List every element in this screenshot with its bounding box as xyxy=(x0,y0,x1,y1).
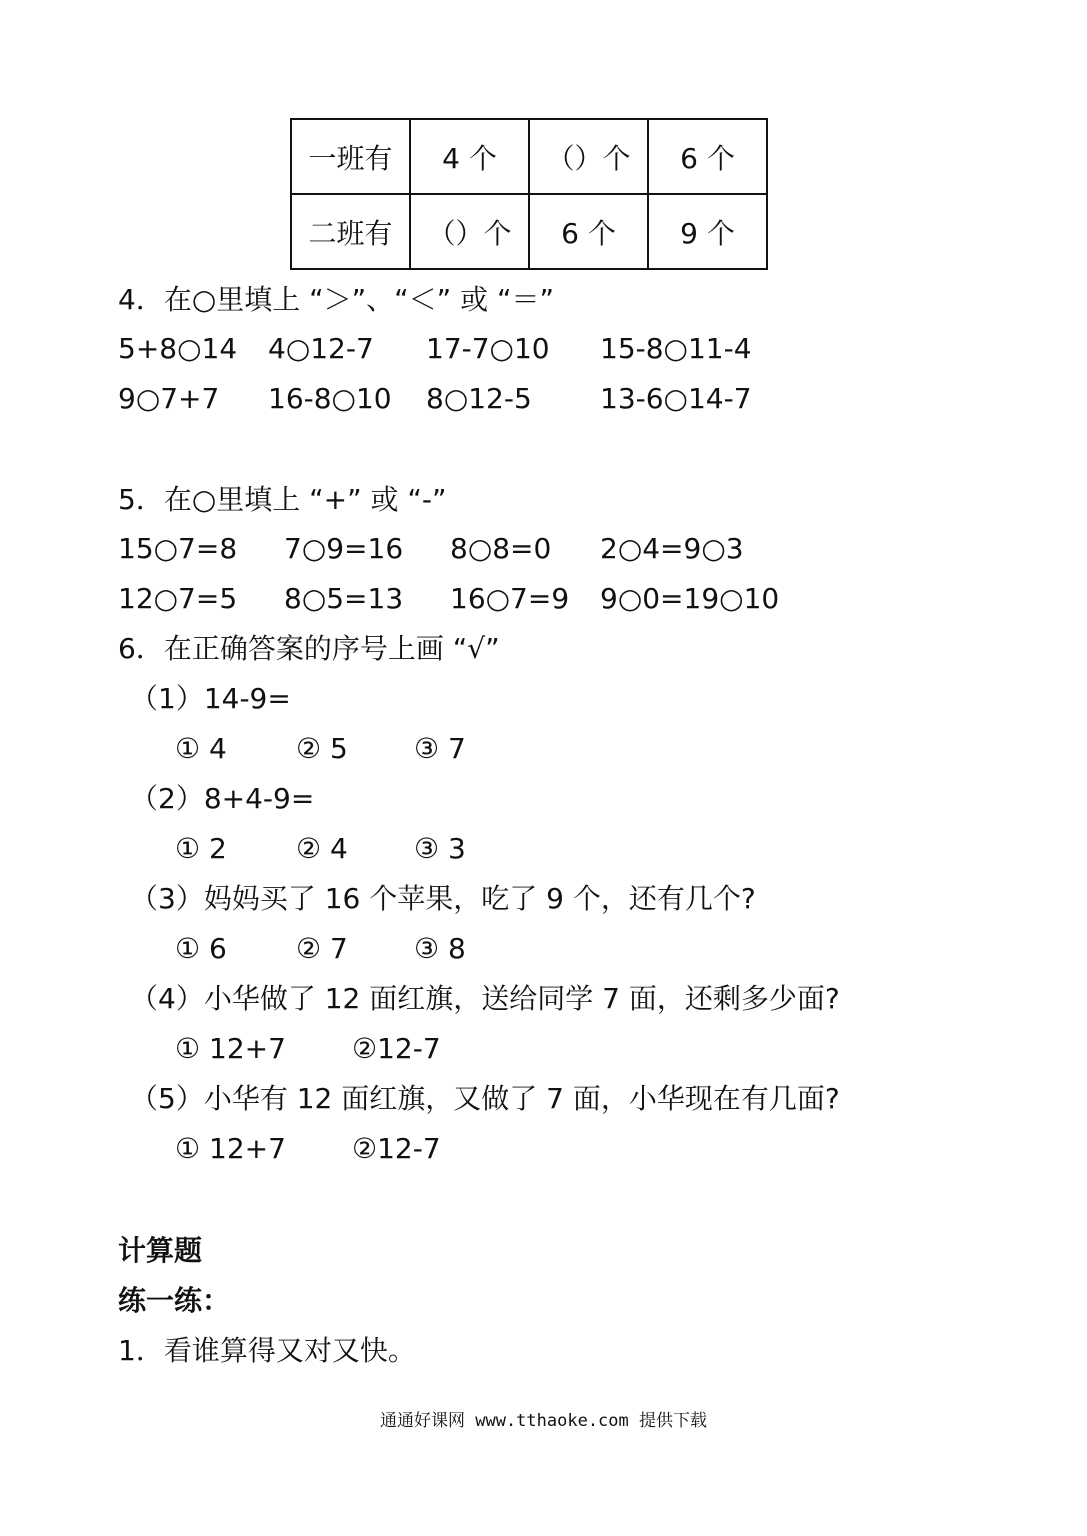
q4-item: 4○12-7 xyxy=(268,332,374,365)
q4-item: 17-7○10 xyxy=(426,332,550,365)
table-cell: 6 个 xyxy=(648,119,767,194)
table-cell: （）个 xyxy=(529,119,648,194)
q4-item: 8○12-5 xyxy=(426,382,532,415)
q6-option: ① 12+7 xyxy=(175,1032,286,1065)
q6-option: ②12-7 xyxy=(352,1032,441,1065)
q6-option: ② 7 xyxy=(296,932,348,965)
section-subheading: 练一练： xyxy=(118,1284,231,1317)
q4-item: 13-6○14-7 xyxy=(600,382,752,415)
q5-item: 7○9=16 xyxy=(284,532,404,565)
q4-item: 16-8○10 xyxy=(268,382,392,415)
table-cell: 6 个 xyxy=(529,194,648,269)
section-question-1: 1．看谁算得又对又快。 xyxy=(118,1334,416,1367)
table-cell: 一班有 xyxy=(291,119,410,194)
q6-option: ②12-7 xyxy=(352,1132,441,1165)
q6-title: 6．在正确答案的序号上画 “√” xyxy=(118,632,500,665)
q5-title: 5．在○里填上 “+” 或 “-” xyxy=(118,483,447,516)
table-cell: 4 个 xyxy=(410,119,529,194)
q6-option: ① 4 xyxy=(175,732,227,765)
q6-stem: （4）小华做了 12 面红旗，送给同学 7 面，还剩多少面? xyxy=(130,982,840,1015)
q5-item: 8○8=0 xyxy=(450,532,552,565)
table-row xyxy=(291,194,767,269)
q5-item: 12○7=5 xyxy=(118,582,238,615)
q6-option: ③ 3 xyxy=(414,832,466,865)
q6-stem: （2）8+4-9= xyxy=(130,782,315,815)
q5-item: 2○4=9○3 xyxy=(600,532,744,565)
section-heading: 计算题 xyxy=(118,1234,203,1267)
q6-option: ③ 7 xyxy=(414,732,466,765)
q6-option: ② 5 xyxy=(296,732,348,765)
q6-option: ① 2 xyxy=(175,832,227,865)
table-cell: 9 个 xyxy=(648,194,767,269)
class-count-table xyxy=(290,118,768,270)
q6-option: ② 4 xyxy=(296,832,348,865)
page-footer: 通通好课网 www.tthaoke.com 提供下载 xyxy=(380,1411,707,1431)
table-row xyxy=(291,119,767,194)
q6-option: ① 6 xyxy=(175,932,227,965)
q6-option: ① 12+7 xyxy=(175,1132,286,1165)
q4-item: 9○7+7 xyxy=(118,382,220,415)
table-cell: 二班有 xyxy=(291,194,410,269)
q4-title: 4．在○里填上 “＞”、“＜” 或 “＝” xyxy=(118,283,554,316)
q4-item: 5+8○14 xyxy=(118,332,238,365)
q5-item: 16○7=9 xyxy=(450,582,570,615)
q6-stem: （5）小华有 12 面红旗，又做了 7 面，小华现在有几面? xyxy=(130,1082,840,1115)
q5-item: 9○0=19○10 xyxy=(600,582,780,615)
table-cell: （）个 xyxy=(410,194,529,269)
q6-stem: （3）妈妈买了 16 个苹果，吃了 9 个，还有几个? xyxy=(130,882,756,915)
q6-option: ③ 8 xyxy=(414,932,466,965)
q5-item: 15○7=8 xyxy=(118,532,238,565)
q5-item: 8○5=13 xyxy=(284,582,404,615)
q6-stem: （1）14-9= xyxy=(130,682,291,715)
q4-item: 15-8○11-4 xyxy=(600,332,752,365)
